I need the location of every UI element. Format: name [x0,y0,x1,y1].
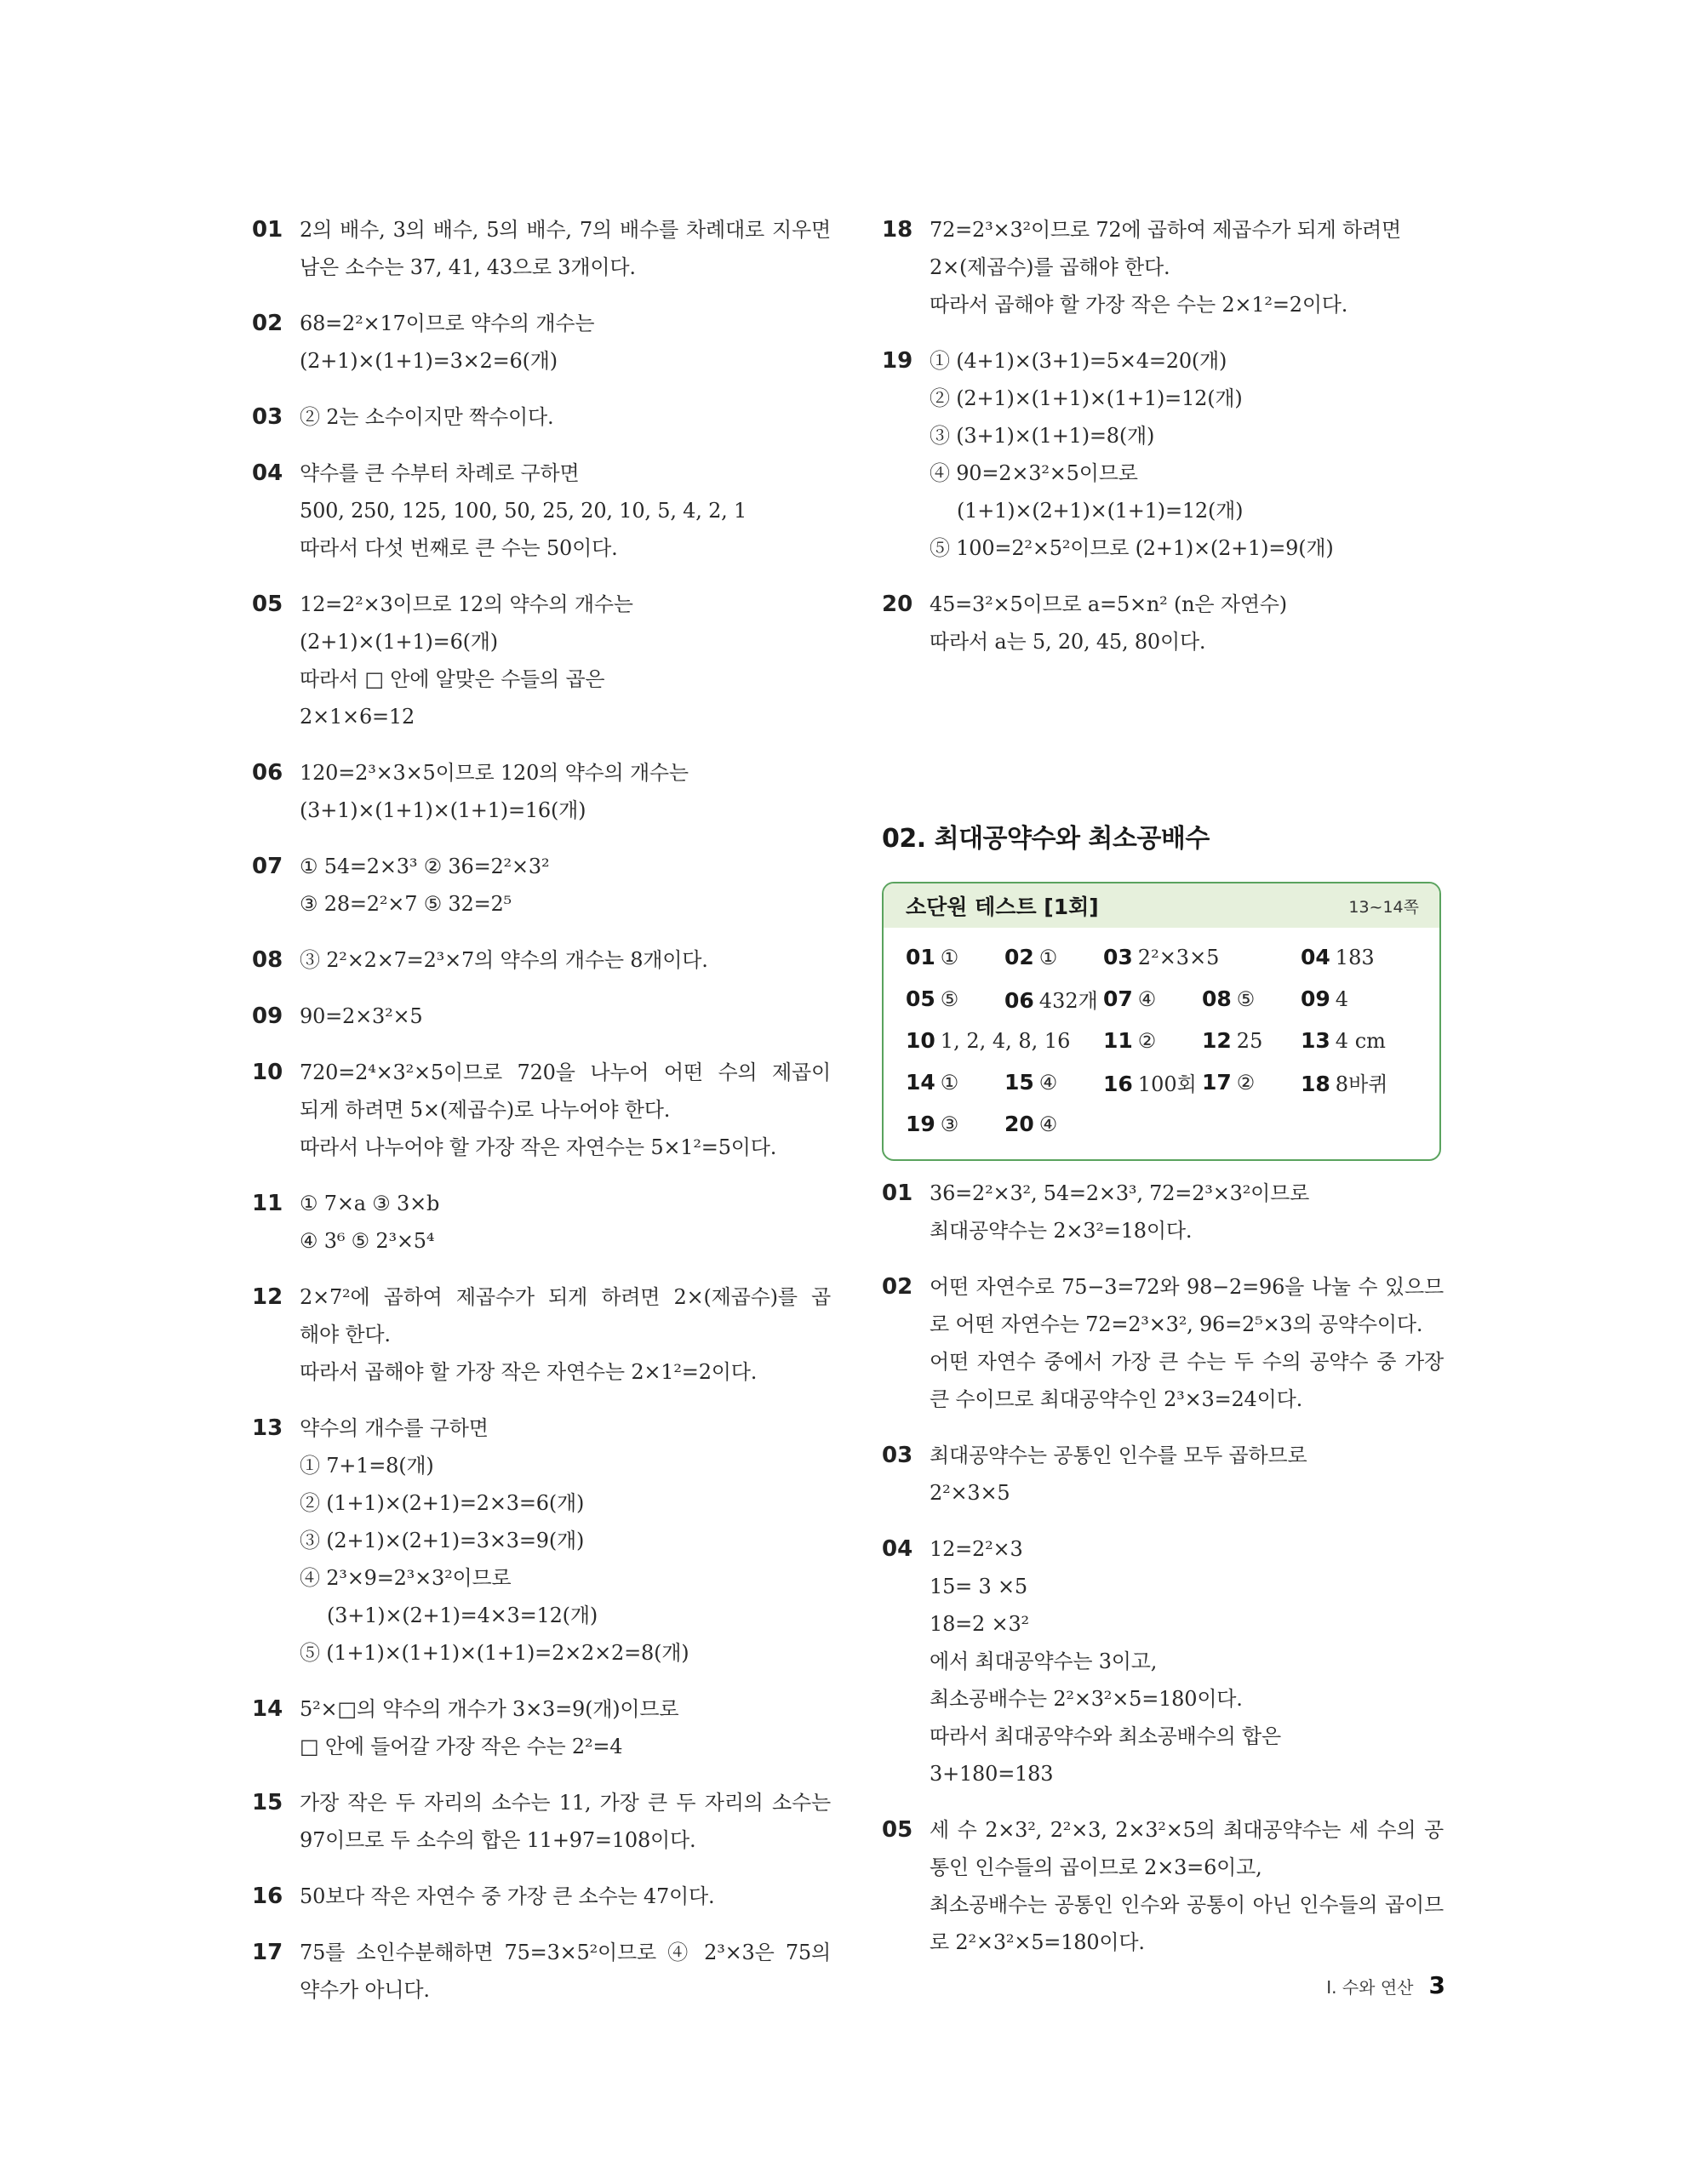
solution-line: 50보다 작은 자연수 중 가장 큰 소수는 47이다. [300,1884,715,1908]
right-column-lower [882,1175,1444,1980]
solution-line: 가장 작은 두 자리의 소수는 11, 가장 큰 두 자리의 소수는 [300,1791,831,1815]
solution-line: 따라서 다섯 번째로 큰 수는 50이다. [300,536,618,560]
problem-number: 16 [252,1884,283,1909]
problem-15 [252,1784,831,1859]
answer-value: 4 [1335,987,1349,1011]
solution-line: 해야 한다. [300,1323,391,1346]
answer-number: 09 [1301,986,1330,1011]
solution-line: 18=2 ×3² [930,1612,1029,1636]
problem-number: 01 [252,217,283,243]
problem-number: 19 [882,348,913,374]
unit-test-answer-box [882,882,1441,1161]
problem-number: 11 [252,1191,283,1216]
solution-line: 되게 하려면 5×(제곱수)로 나누어야 한다. [300,1098,671,1122]
problem-04 [882,1530,1444,1792]
solution-line: 따라서 최대공약수와 최소공배수의 합은 [930,1724,1282,1748]
solution-line: (3+1)×(2+1)=4×3=12(개) [327,1604,598,1627]
page-number: 3 [1428,1971,1445,1999]
answer-row [906,936,1439,978]
answer-value: ① [940,946,959,969]
problem-solution [300,848,831,923]
problem-number: 17 [252,1940,283,1965]
answer-number: 10 [906,1028,935,1053]
problem-number: 05 [252,592,283,617]
problem-solution [300,1278,831,1391]
answer-number: 02 [1004,945,1034,969]
solution-line: 큰 수이므로 최대공약수인 2³×3=24이다. [930,1387,1303,1411]
solution-line: ② 2는 소수이지만 짝수이다. [300,405,554,429]
solution-line: ③ (2+1)×(2+1)=3×3=9(개) [300,1529,585,1552]
answer-number: 15 [1004,1070,1034,1095]
problem-04 [252,455,831,567]
answer-number: 12 [1202,1028,1232,1053]
answer-value: 1, 2, 4, 8, 16 [940,1029,1071,1053]
answer-value: ① [940,1071,959,1095]
solution-line: 최대공약수는 공통인 인수를 모두 곱하므로 [930,1444,1307,1467]
solution-line: 72=2³×3²이므로 72에 곱하여 제곱수가 되게 하려면 [930,218,1401,242]
answer-number: 06 [1004,988,1034,1013]
problem-10 [252,1054,831,1166]
answer-value: 183 [1335,946,1375,969]
solution-line: ① 7+1=8(개) [300,1454,434,1478]
solution-line: 2×1×6=12 [300,705,415,729]
answer-number: 16 [1103,1072,1133,1096]
problem-number: 12 [252,1284,283,1310]
solution-line: 90=2×3²×5 [300,1004,423,1028]
section-title: 02. 최대공약수와 최소공배수 [882,824,1210,854]
problem-number: 15 [252,1790,283,1815]
answer-cell [1301,986,1348,1011]
left-column [252,211,831,2027]
solution-line: 따라서 나누어야 할 가장 작은 자연수는 5×1²=5이다. [300,1135,777,1159]
solution-line: ② (1+1)×(2+1)=2×3=6(개) [300,1491,585,1515]
problem-number: 01 [882,1181,913,1206]
solution-line: (3+1)×(1+1)×(1+1)=16(개) [300,798,586,822]
problem-number: 14 [252,1696,283,1722]
solution-line: 15= 3 ×5 [930,1575,1027,1598]
problem-solution [300,1409,831,1672]
problem-09 [252,998,831,1035]
solution-line: 통인 인수들의 곱이므로 2×3=6이고, [930,1855,1262,1879]
answer-value: ① [1038,946,1058,969]
solution-line: 120=2³×3×5이므로 120의 약수의 개수는 [300,761,689,785]
solution-line: 따라서 곱해야 할 가장 작은 자연수는 2×1²=2이다. [300,1360,758,1384]
right-column [882,211,1444,679]
problem-01 [882,1175,1444,1249]
answer-cell [1004,945,1057,969]
solution-line: 최소공배수는 공통인 인수와 공통이 아닌 인수들의 곱이므 [930,1893,1444,1917]
answer-cell [1103,986,1156,1011]
problem-solution [300,1185,831,1260]
problem-solution [300,1934,831,2009]
solution-line: (2+1)×(1+1)=6(개) [300,630,498,654]
solution-line: 3+180=183 [930,1762,1054,1786]
solution-line: 5²×□의 약수의 개수가 3×3=9(개)이므로 [300,1697,679,1721]
problem-18 [882,211,1444,323]
solution-line: ⑤ 100=2²×5²이므로 (2+1)×(2+1)=9(개) [930,536,1334,560]
answer-value: ⑤ [1236,987,1256,1011]
answer-number: 14 [906,1070,935,1095]
problem-16 [252,1878,831,1915]
problem-11 [252,1185,831,1260]
problem-number: 02 [882,1274,913,1300]
answer-cell [1301,1067,1387,1097]
problem-19 [882,342,1444,567]
problem-17 [252,1934,831,2009]
problem-solution [930,1175,1444,1249]
problem-solution [300,398,831,436]
answer-value: ④ [1038,1112,1058,1136]
solution-line: 12=2²×3이므로 12의 약수의 개수는 [300,592,633,616]
solution-line: ⑤ (1+1)×(1+1)×(1+1)=2×2×2=8(개) [300,1641,689,1665]
solution-line: ② (2+1)×(1+1)×(1+1)=12(개) [930,386,1243,410]
unit-test-header [884,883,1439,928]
solution-line: 2의 배수, 3의 배수, 5의 배수, 7의 배수를 차례대로 지우면 [300,218,831,242]
answer-number: 07 [1103,986,1133,1011]
problem-01 [252,211,831,286]
solution-line: ③ (3+1)×(1+1)=8(개) [930,424,1155,448]
problem-number: 07 [252,854,283,879]
problem-13 [252,1409,831,1672]
problem-number: 09 [252,1003,283,1029]
problem-solution [300,1690,831,1765]
problem-solution [300,455,831,567]
unit-test-pages: 13~14쪽 [1348,897,1419,917]
problem-solution [930,342,1444,567]
solution-line: ① 54=2×3³ ② 36=2²×3² [300,855,550,878]
answer-row [906,1103,1439,1145]
solution-line: 에서 최대공약수는 3이고, [930,1649,1158,1673]
solution-line: 최소공배수는 2²×3²×5=180이다. [930,1687,1243,1711]
problem-number: 08 [252,947,283,973]
chapter-label: I. 수와 연산 [1326,1977,1414,1998]
answer-cell [1301,945,1375,969]
solution-line: ③ 28=2²×7 ⑤ 32=2⁵ [300,892,512,916]
answer-cell [1202,1070,1255,1095]
answer-value: 8바퀴 [1335,1072,1388,1096]
problem-number: 03 [252,404,283,430]
answer-value: 2²×3×5 [1137,946,1220,969]
problem-number: 13 [252,1415,283,1441]
solution-line: 97이므로 두 소수의 합은 11+97=108이다. [300,1828,696,1852]
answer-number: 20 [1004,1112,1034,1136]
problem-solution [930,1530,1444,1792]
problem-solution [930,1811,1444,1961]
solution-line: □ 안에 들어갈 가장 작은 수는 2²=4 [300,1735,623,1758]
answer-value: ⑤ [940,987,959,1011]
problem-05 [252,586,831,735]
answer-cell [1103,1028,1156,1053]
answer-value: ② [1236,1071,1256,1095]
answer-cell [1004,1070,1057,1095]
solution-line: 2×7²에 곱하여 제곱수가 되게 하려면 2×(제곱수)를 곱 [300,1285,831,1309]
solution-line: 어떤 자연수 중에서 가장 큰 수는 두 수의 공약수 중 가장 [930,1350,1444,1374]
solution-line: 세 수 2×3², 2²×3, 2×3²×5의 최대공약수는 세 수의 공 [930,1818,1444,1842]
solution-line: 2×(제곱수)를 곱해야 한다. [930,255,1170,279]
problem-number: 06 [252,760,283,786]
solution-line: 따라서 곱해야 할 가장 작은 수는 2×1²=2이다. [930,293,1348,317]
answer-cell [1004,984,1098,1014]
problem-solution [300,1878,831,1915]
answer-cell [1103,1067,1197,1097]
answer-value: ② [1137,1029,1157,1053]
problem-06 [252,754,831,829]
solution-line: 약수의 개수를 구하면 [300,1416,489,1440]
problem-solution [300,1784,831,1859]
problem-20 [882,586,1444,660]
answer-number: 03 [1103,945,1133,969]
solution-line: ① (4+1)×(3+1)=5×4=20(개) [930,349,1227,373]
problem-number: 02 [252,311,283,336]
answer-row [906,978,1439,1020]
solution-line: 720=2⁴×3²×5이므로 720을 나누어 어떤 수의 제곱이 [300,1061,831,1084]
answer-value: 432개 [1038,989,1098,1013]
answer-value: ④ [1038,1071,1058,1095]
answer-cell [1202,1028,1262,1053]
answer-value: 100회 [1137,1072,1197,1096]
problem-solution [300,754,831,829]
answer-number: 05 [906,986,935,1011]
unit-test-answers [884,928,1439,1145]
answer-number: 11 [1103,1028,1133,1053]
problem-07 [252,848,831,923]
problem-solution [930,586,1444,660]
problem-number: 20 [882,592,913,617]
answer-number: 13 [1301,1028,1330,1053]
problem-08 [252,941,831,979]
answer-value: 25 [1236,1029,1263,1053]
solution-line: 따라서 a는 5, 20, 45, 80이다. [930,630,1206,654]
answer-cell [1202,986,1255,1011]
problem-number: 10 [252,1060,283,1085]
problem-number: 04 [252,460,283,486]
solution-line: 남은 소수는 37, 41, 43으로 3개이다. [300,255,636,279]
problem-03 [882,1437,1444,1512]
problem-solution [300,211,831,286]
solution-line: 따라서 □ 안에 알맞은 수들의 곱은 [300,667,605,691]
answer-number: 18 [1301,1072,1330,1096]
solution-line: 36=2²×3², 54=2×3³, 72=2³×3²이므로 [930,1181,1310,1205]
answer-cell [1004,1112,1057,1136]
answer-cell [906,986,958,1011]
solution-line: 68=2²×17이므로 약수의 개수는 [300,312,595,335]
problem-12 [252,1278,831,1391]
answer-row [906,1061,1439,1103]
answer-cell [1301,1028,1386,1053]
problem-solution [930,211,1444,323]
answer-cell [906,1112,958,1136]
solution-line: (1+1)×(2+1)×(1+1)=12(개) [957,499,1244,523]
solution-line: ④ 90=2×3²×5이므로 [930,461,1138,485]
problem-number: 04 [882,1536,913,1562]
problem-solution [300,1054,831,1166]
answer-cell [906,945,958,969]
answer-number: 04 [1301,945,1330,969]
problem-number: 18 [882,217,913,243]
answer-value: 4 cm [1335,1029,1386,1053]
answer-number: 19 [906,1112,935,1136]
solution-line: 2²×3×5 [930,1481,1010,1505]
answer-number: 08 [1202,986,1232,1011]
problem-02 [882,1268,1444,1418]
problem-solution [300,998,831,1035]
problem-14 [252,1690,831,1765]
solution-line: 로 2²×3²×5=180이다. [930,1930,1145,1954]
solution-line: 어떤 자연수로 75−3=72와 98−2=96을 나눌 수 있으므 [930,1275,1444,1299]
problem-solution [300,941,831,979]
answer-cell [906,1070,958,1095]
problem-02 [252,305,831,380]
answer-number: 17 [1202,1070,1232,1095]
solution-line: (2+1)×(1+1)=3×2=6(개) [300,349,558,373]
solution-line: ④ 3⁶ ⑤ 2³×5⁴ [300,1229,435,1253]
solution-line: 12=2²×3 [930,1537,1023,1561]
unit-test-title: 소단원 테스트 [1회] [906,895,1099,919]
solution-line: ④ 2³×9=2³×3²이므로 [300,1566,512,1590]
problem-solution [300,305,831,380]
solution-line: 75를 소인수분해하면 75=3×5²이므로 ④ 2³×3은 75의 [300,1941,831,1964]
answer-row [906,1020,1439,1061]
solution-line: 로 어떤 자연수는 72=2³×3², 96=2⁵×3의 공약수이다. [930,1312,1423,1336]
solution-line: ① 7×a ③ 3×b [300,1192,440,1215]
answer-cell [906,1028,1070,1053]
problem-solution [930,1437,1444,1512]
problem-number: 05 [882,1817,913,1843]
problem-number: 03 [882,1443,913,1468]
solution-line: 45=3²×5이므로 a=5×n² (n은 자연수) [930,592,1287,616]
answer-cell [1103,945,1219,969]
solution-line: ③ 2²×2×7=2³×7의 약수의 개수는 8개이다. [300,948,708,972]
solution-line: 약수를 큰 수부터 차례로 구하면 [300,461,580,485]
page-footer [1326,1971,1445,1999]
problem-05 [882,1811,1444,1961]
answer-number: 01 [906,945,935,969]
solution-line: 약수가 아니다. [300,1978,430,2002]
answer-value: ③ [940,1112,959,1136]
problem-03 [252,398,831,436]
problem-solution [300,586,831,735]
answer-value: ④ [1137,987,1157,1011]
problem-solution [930,1268,1444,1418]
solution-line: 500, 250, 125, 100, 50, 25, 20, 10, 5, 4, 2, 1 [300,499,747,523]
solution-line: 최대공약수는 2×3²=18이다. [930,1219,1193,1243]
